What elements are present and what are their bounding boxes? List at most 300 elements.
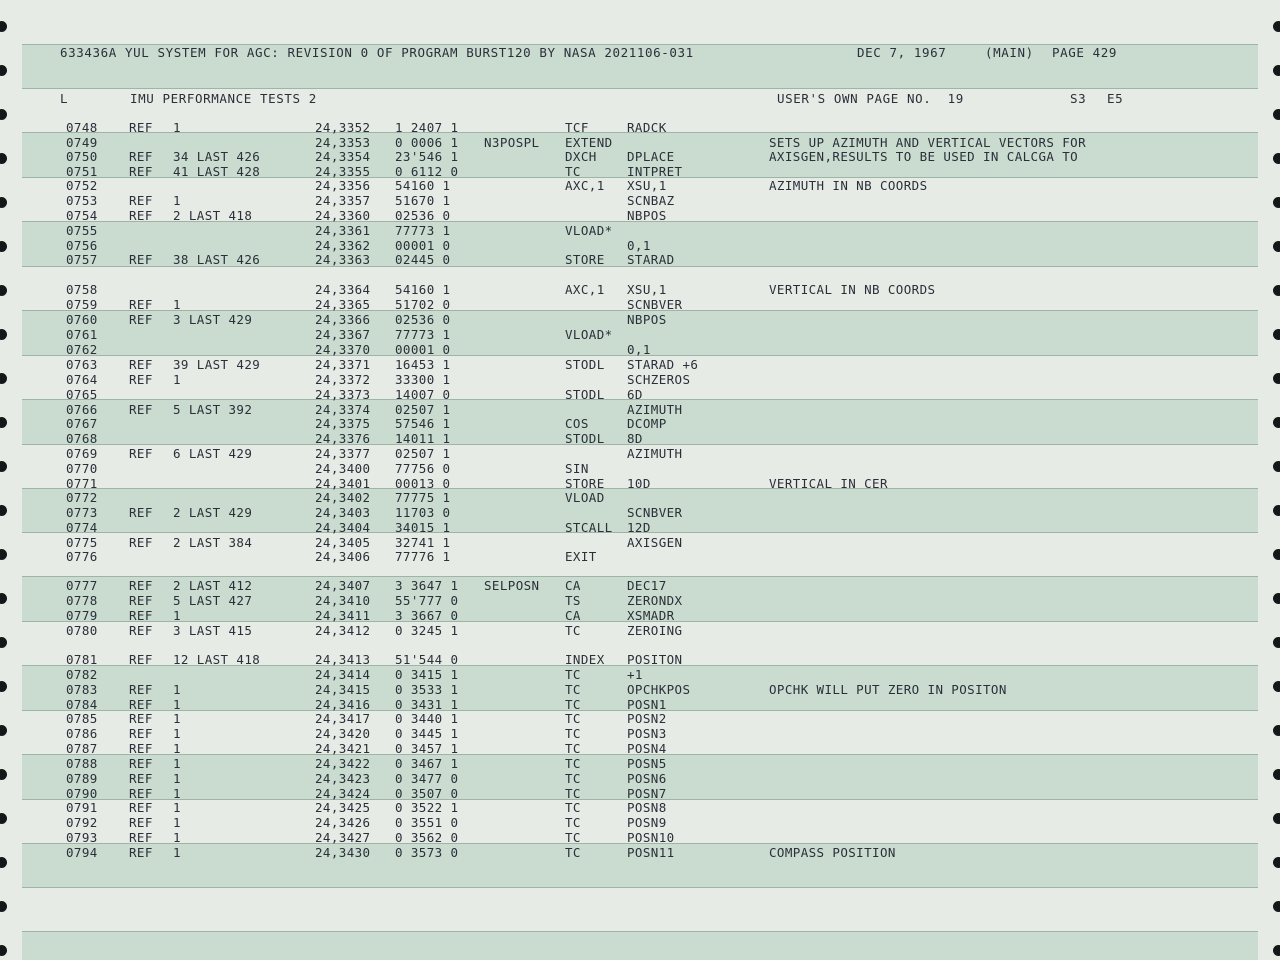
octal-word: 0 3522 1 — [395, 800, 459, 815]
feed-hole-icon — [0, 285, 7, 296]
octal-word: 54160 1 — [395, 282, 451, 297]
line-number: 0776 — [66, 549, 98, 564]
ref-marker: REF — [129, 505, 153, 520]
operand: POSN11 — [627, 845, 675, 860]
line-number: 0751 — [66, 164, 98, 179]
line-number: 0770 — [66, 461, 98, 476]
ref-info: 1 — [173, 726, 181, 741]
opcode: VLOAD* — [565, 327, 613, 342]
ref-info: 1 — [173, 845, 181, 860]
octal-word: 16453 1 — [395, 357, 451, 372]
line-number: 0793 — [66, 830, 98, 845]
comment: OPCHK WILL PUT ZERO IN POSITON — [769, 682, 1007, 697]
ref-info: 2 LAST 384 — [173, 535, 253, 550]
feed-hole-icon — [0, 197, 7, 208]
feed-hole-icon — [0, 857, 7, 868]
operand: XSMADR — [627, 608, 675, 623]
operand: 6D — [627, 387, 643, 402]
address: 24,3417 — [315, 711, 371, 726]
octal-word: 57546 1 — [395, 416, 451, 431]
octal-word: 00001 0 — [395, 238, 451, 253]
address: 24,3430 — [315, 845, 371, 860]
ref-info: 6 LAST 429 — [173, 446, 253, 461]
address: 24,3402 — [315, 490, 371, 505]
line-number: 0767 — [66, 416, 98, 431]
line-number: 0782 — [66, 667, 98, 682]
address: 24,3404 — [315, 520, 371, 535]
octal-word: 54160 1 — [395, 178, 451, 193]
listing-date: DEC 7, 1967 — [857, 45, 947, 60]
operand: STARAD — [627, 252, 675, 267]
feed-hole-icon — [1273, 549, 1280, 560]
address: 24,3413 — [315, 652, 371, 667]
ref-info: 1 — [173, 741, 181, 756]
line-number: 0768 — [66, 431, 98, 446]
line-number: 0789 — [66, 771, 98, 786]
line-number: 0756 — [66, 238, 98, 253]
comment: AZIMUTH IN NB COORDS — [769, 178, 928, 193]
address: 24,3372 — [315, 372, 371, 387]
octal-word: 02536 0 — [395, 208, 451, 223]
operand: POSN9 — [627, 815, 667, 830]
operand: NBPOS — [627, 312, 667, 327]
operand: POSN2 — [627, 711, 667, 726]
ref-marker: REF — [129, 726, 153, 741]
address: 24,3424 — [315, 786, 371, 801]
octal-word: 0 6112 0 — [395, 164, 459, 179]
address: 24,3415 — [315, 682, 371, 697]
line-number: 0775 — [66, 535, 98, 550]
feed-hole-icon — [0, 417, 7, 428]
address: 24,3363 — [315, 252, 371, 267]
opcode: TC — [565, 682, 581, 697]
octal-word: 02507 1 — [395, 402, 451, 417]
octal-word: 14011 1 — [395, 431, 451, 446]
octal-word: 0 3467 1 — [395, 756, 459, 771]
ref-marker: REF — [129, 786, 153, 801]
operand: NBPOS — [627, 208, 667, 223]
ref-info: 1 — [173, 697, 181, 712]
opcode: TC — [565, 815, 581, 830]
address: 24,3427 — [315, 830, 371, 845]
ref-info: 5 LAST 427 — [173, 593, 253, 608]
ref-marker: REF — [129, 446, 153, 461]
listing-main: (MAIN) — [985, 45, 1034, 60]
operand: 12D — [627, 520, 651, 535]
octal-word: 3 3647 1 — [395, 578, 459, 593]
feed-hole-icon — [1273, 109, 1280, 120]
ref-info: 38 LAST 426 — [173, 252, 261, 267]
octal-word: 0 3477 0 — [395, 771, 459, 786]
line-number: 0771 — [66, 476, 98, 491]
feed-hole-icon — [1273, 901, 1280, 912]
opcode: AXC,1 — [565, 178, 605, 193]
line-number: 0748 — [66, 120, 98, 135]
address: 24,3420 — [315, 726, 371, 741]
ref-marker: REF — [129, 578, 153, 593]
ref-info: 1 — [173, 711, 181, 726]
address: 24,3355 — [315, 164, 371, 179]
feed-hole-icon — [1273, 241, 1280, 252]
octal-word: 1 2407 1 — [395, 120, 459, 135]
opcode: TC — [565, 845, 581, 860]
line-number: 0764 — [66, 372, 98, 387]
line-number: 0773 — [66, 505, 98, 520]
s3-code: S3 — [1070, 91, 1087, 106]
feed-hole-icon — [1273, 505, 1280, 516]
feed-hole-icon — [1273, 945, 1280, 956]
operand: 10D — [627, 476, 651, 491]
address: 24,3361 — [315, 223, 371, 238]
feed-hole-icon — [0, 681, 7, 692]
operand: SCHZEROS — [627, 372, 691, 387]
opcode: STODL — [565, 431, 605, 446]
feed-hole-icon — [0, 593, 7, 604]
line-number: 0761 — [66, 327, 98, 342]
address: 24,3367 — [315, 327, 371, 342]
address: 24,3377 — [315, 446, 371, 461]
feed-hole-icon — [0, 241, 7, 252]
line-number: 0774 — [66, 520, 98, 535]
opcode: TS — [565, 593, 581, 608]
octal-word: 0 3533 1 — [395, 682, 459, 697]
address: 24,3412 — [315, 623, 371, 638]
octal-word: 0 3431 1 — [395, 697, 459, 712]
ref-marker: REF — [129, 845, 153, 860]
feed-hole-icon — [0, 769, 7, 780]
feed-hole-icon — [1273, 329, 1280, 340]
octal-word: 0 3440 1 — [395, 711, 459, 726]
octal-word: 51702 0 — [395, 297, 451, 312]
opcode: STODL — [565, 357, 605, 372]
address: 24,3423 — [315, 771, 371, 786]
feed-hole-icon — [1273, 285, 1280, 296]
octal-word: 3 3667 0 — [395, 608, 459, 623]
octal-word: 0 0006 1 — [395, 135, 459, 150]
opcode: EXTEND — [565, 135, 613, 150]
ref-info: 1 — [173, 786, 181, 801]
ref-info: 1 — [173, 608, 181, 623]
address: 24,3371 — [315, 357, 371, 372]
address: 24,3406 — [315, 549, 371, 564]
operand: POSN1 — [627, 697, 667, 712]
address: 24,3375 — [315, 416, 371, 431]
line-number: 0794 — [66, 845, 98, 860]
ref-marker: REF — [129, 652, 153, 667]
feed-hole-icon — [0, 945, 7, 956]
operand: 8D — [627, 431, 643, 446]
ref-marker: REF — [129, 120, 153, 135]
octal-word: 33300 1 — [395, 372, 451, 387]
operand: INTPRET — [627, 164, 683, 179]
octal-word: 51'544 0 — [395, 652, 459, 667]
address: 24,3366 — [315, 312, 371, 327]
operand: DEC17 — [627, 578, 667, 593]
address: 24,3356 — [315, 178, 371, 193]
ref-info: 1 — [173, 193, 181, 208]
operand: ZERONDX — [627, 593, 683, 608]
operand: POSN7 — [627, 786, 667, 801]
comment: AXISGEN,RESULTS TO BE USED IN CALCGA TO — [769, 149, 1079, 164]
ref-marker: REF — [129, 372, 153, 387]
feed-hole-icon — [0, 21, 7, 32]
feed-hole-icon — [0, 725, 7, 736]
operand: POSITON — [627, 652, 683, 667]
ref-marker: REF — [129, 357, 153, 372]
feed-hole-icon — [0, 549, 7, 560]
line-number: 0792 — [66, 815, 98, 830]
operand: POSN5 — [627, 756, 667, 771]
line-number: 0755 — [66, 223, 98, 238]
opcode: TC — [565, 756, 581, 771]
line-number: 0790 — [66, 786, 98, 801]
octal-word: 77776 1 — [395, 549, 451, 564]
feed-hole-icon — [1273, 417, 1280, 428]
line-number: 0787 — [66, 741, 98, 756]
octal-word: 77756 0 — [395, 461, 451, 476]
operand: POSN3 — [627, 726, 667, 741]
feed-hole-icon — [0, 109, 7, 120]
octal-word: 0 3415 1 — [395, 667, 459, 682]
ref-marker: REF — [129, 149, 153, 164]
address: 24,3426 — [315, 815, 371, 830]
octal-word: 00013 0 — [395, 476, 451, 491]
address: 24,3373 — [315, 387, 371, 402]
octal-word: 14007 0 — [395, 387, 451, 402]
operand: STARAD +6 — [627, 357, 699, 372]
ref-marker: REF — [129, 608, 153, 623]
address: 24,3401 — [315, 476, 371, 491]
octal-word: 0 3562 0 — [395, 830, 459, 845]
opcode: TC — [565, 771, 581, 786]
operand: XSU,1 — [627, 178, 667, 193]
ref-info: 2 LAST 412 — [173, 578, 253, 593]
feed-hole-icon — [1273, 857, 1280, 868]
octal-word: 55'777 0 — [395, 593, 459, 608]
line-number: 0772 — [66, 490, 98, 505]
octal-word: 0 3445 1 — [395, 726, 459, 741]
line-number: 0779 — [66, 608, 98, 623]
operand: +1 — [627, 667, 643, 682]
octal-word: 0 3573 0 — [395, 845, 459, 860]
address: 24,3403 — [315, 505, 371, 520]
octal-word: 0 3245 1 — [395, 623, 459, 638]
line-number: 0758 — [66, 282, 98, 297]
feed-hole-icon — [1273, 769, 1280, 780]
address: 24,3422 — [315, 756, 371, 771]
line-number: 0785 — [66, 711, 98, 726]
octal-word: 0 3457 1 — [395, 741, 459, 756]
address: 24,3414 — [315, 667, 371, 682]
operand: SCNBVER — [627, 505, 683, 520]
operand: 0,1 — [627, 342, 651, 357]
ref-marker: REF — [129, 297, 153, 312]
operand: POSN10 — [627, 830, 675, 845]
section-title: IMU PERFORMANCE TESTS 2 — [130, 91, 317, 106]
ref-marker: REF — [129, 535, 153, 550]
feed-hole-icon — [1273, 65, 1280, 76]
operand: RADCK — [627, 120, 667, 135]
ref-marker: REF — [129, 193, 153, 208]
octal-word: 02507 1 — [395, 446, 451, 461]
comment: SETS UP AZIMUTH AND VERTICAL VECTORS FOR — [769, 135, 1087, 150]
operand: SCNBAZ — [627, 193, 675, 208]
ref-info: 1 — [173, 756, 181, 771]
ref-marker: REF — [129, 756, 153, 771]
opcode: TCF — [565, 120, 589, 135]
ref-marker: REF — [129, 252, 153, 267]
operand: SCNBVER — [627, 297, 683, 312]
opcode: VLOAD* — [565, 223, 613, 238]
ref-marker: REF — [129, 800, 153, 815]
opcode: TC — [565, 164, 581, 179]
feed-hole-icon — [1273, 681, 1280, 692]
opcode: TC — [565, 711, 581, 726]
opcode: TC — [565, 830, 581, 845]
feed-hole-icon — [0, 373, 7, 384]
ref-info: 1 — [173, 120, 181, 135]
opcode: TC — [565, 667, 581, 682]
feed-hole-icon — [1273, 373, 1280, 384]
ref-info: 3 LAST 429 — [173, 312, 253, 327]
operand: ZEROING — [627, 623, 683, 638]
opcode: VLOAD — [565, 490, 605, 505]
comment: VERTICAL IN CER — [769, 476, 888, 491]
line-number: 0786 — [66, 726, 98, 741]
operand: XSU,1 — [627, 282, 667, 297]
feed-hole-icon — [0, 153, 7, 164]
opcode: TC — [565, 741, 581, 756]
opcode: TC — [565, 726, 581, 741]
opcode: STODL — [565, 387, 605, 402]
line-number: 0777 — [66, 578, 98, 593]
octal-word: 23'546 1 — [395, 149, 459, 164]
ref-info: 2 LAST 418 — [173, 208, 253, 223]
address: 24,3376 — [315, 431, 371, 446]
address: 24,3352 — [315, 120, 371, 135]
address: 24,3354 — [315, 149, 371, 164]
line-number: 0783 — [66, 682, 98, 697]
address: 24,3405 — [315, 535, 371, 550]
address: 24,3360 — [315, 208, 371, 223]
opcode: STORE — [565, 476, 605, 491]
listing-title: 633436A YUL SYSTEM FOR AGC: REVISION 0 OF PROGRAM BURST120 BY NASA 2021106-031 — [60, 45, 694, 60]
feed-hole-icon — [0, 901, 7, 912]
ref-marker: REF — [129, 711, 153, 726]
ref-marker: REF — [129, 312, 153, 327]
operand: AZIMUTH — [627, 446, 683, 461]
ref-info: 1 — [173, 372, 181, 387]
address: 24,3400 — [315, 461, 371, 476]
operand: AZIMUTH — [627, 402, 683, 417]
opcode: TC — [565, 623, 581, 638]
comment: COMPASS POSITION — [769, 845, 896, 860]
operand: POSN6 — [627, 771, 667, 786]
opcode: CA — [565, 578, 581, 593]
feed-hole-icon — [0, 813, 7, 824]
opcode: SIN — [565, 461, 589, 476]
feed-hole-icon — [0, 505, 7, 516]
feed-hole-icon — [1273, 813, 1280, 824]
ref-marker: REF — [129, 208, 153, 223]
address: 24,3416 — [315, 697, 371, 712]
address: 24,3353 — [315, 135, 371, 150]
line-number: 0753 — [66, 193, 98, 208]
feed-hole-icon — [1273, 637, 1280, 648]
comment: VERTICAL IN NB COORDS — [769, 282, 936, 297]
ref-marker: REF — [129, 402, 153, 417]
address: 24,3425 — [315, 800, 371, 815]
feed-hole-icon — [1273, 21, 1280, 32]
feed-hole-icon — [1273, 197, 1280, 208]
line-number: 0766 — [66, 402, 98, 417]
ref-info: 1 — [173, 297, 181, 312]
opcode: COS — [565, 416, 589, 431]
symbol-label: N3POSPL — [484, 135, 540, 150]
green-band — [22, 931, 1258, 960]
line-number: 0780 — [66, 623, 98, 638]
ref-info: 41 LAST 428 — [173, 164, 261, 179]
operand: DPLACE — [627, 149, 675, 164]
octal-word: 34015 1 — [395, 520, 451, 535]
users-page-no: USER'S OWN PAGE NO. 19 — [777, 91, 964, 106]
opcode: DXCH — [565, 149, 597, 164]
opcode: AXC,1 — [565, 282, 605, 297]
opcode: CA — [565, 608, 581, 623]
address: 24,3374 — [315, 402, 371, 417]
ref-marker: REF — [129, 593, 153, 608]
opcode: TC — [565, 800, 581, 815]
opcode: STCALL — [565, 520, 613, 535]
ref-info: 5 LAST 392 — [173, 402, 253, 417]
listing-code: L — [60, 91, 69, 106]
line-number: 0749 — [66, 135, 98, 150]
ref-marker: REF — [129, 697, 153, 712]
address: 24,3411 — [315, 608, 371, 623]
opcode: INDEX — [565, 652, 605, 667]
ref-info: 1 — [173, 800, 181, 815]
ref-info: 3 LAST 415 — [173, 623, 253, 638]
octal-word: 0 3551 0 — [395, 815, 459, 830]
line-number: 0791 — [66, 800, 98, 815]
feed-hole-icon — [1273, 725, 1280, 736]
line-number: 0760 — [66, 312, 98, 327]
page-number: PAGE 429 — [1052, 45, 1118, 60]
ref-info: 2 LAST 429 — [173, 505, 253, 520]
octal-word: 77773 1 — [395, 327, 451, 342]
operand: OPCHKPOS — [627, 682, 691, 697]
address: 24,3365 — [315, 297, 371, 312]
operand: POSN4 — [627, 741, 667, 756]
line-number: 0778 — [66, 593, 98, 608]
feed-hole-icon — [0, 329, 7, 340]
octal-word: 0 3507 0 — [395, 786, 459, 801]
ref-info: 12 LAST 418 — [173, 652, 261, 667]
octal-word: 77773 1 — [395, 223, 451, 238]
e5-code: E5 — [1107, 91, 1124, 106]
ref-marker: REF — [129, 830, 153, 845]
line-number: 0752 — [66, 178, 98, 193]
ref-info: 34 LAST 426 — [173, 149, 261, 164]
line-number: 0765 — [66, 387, 98, 402]
address: 24,3357 — [315, 193, 371, 208]
feed-hole-icon — [1273, 593, 1280, 604]
operand: AXISGEN — [627, 535, 683, 550]
ref-marker: REF — [129, 164, 153, 179]
opcode: EXIT — [565, 549, 597, 564]
octal-word: 32741 1 — [395, 535, 451, 550]
line-number: 0757 — [66, 252, 98, 267]
